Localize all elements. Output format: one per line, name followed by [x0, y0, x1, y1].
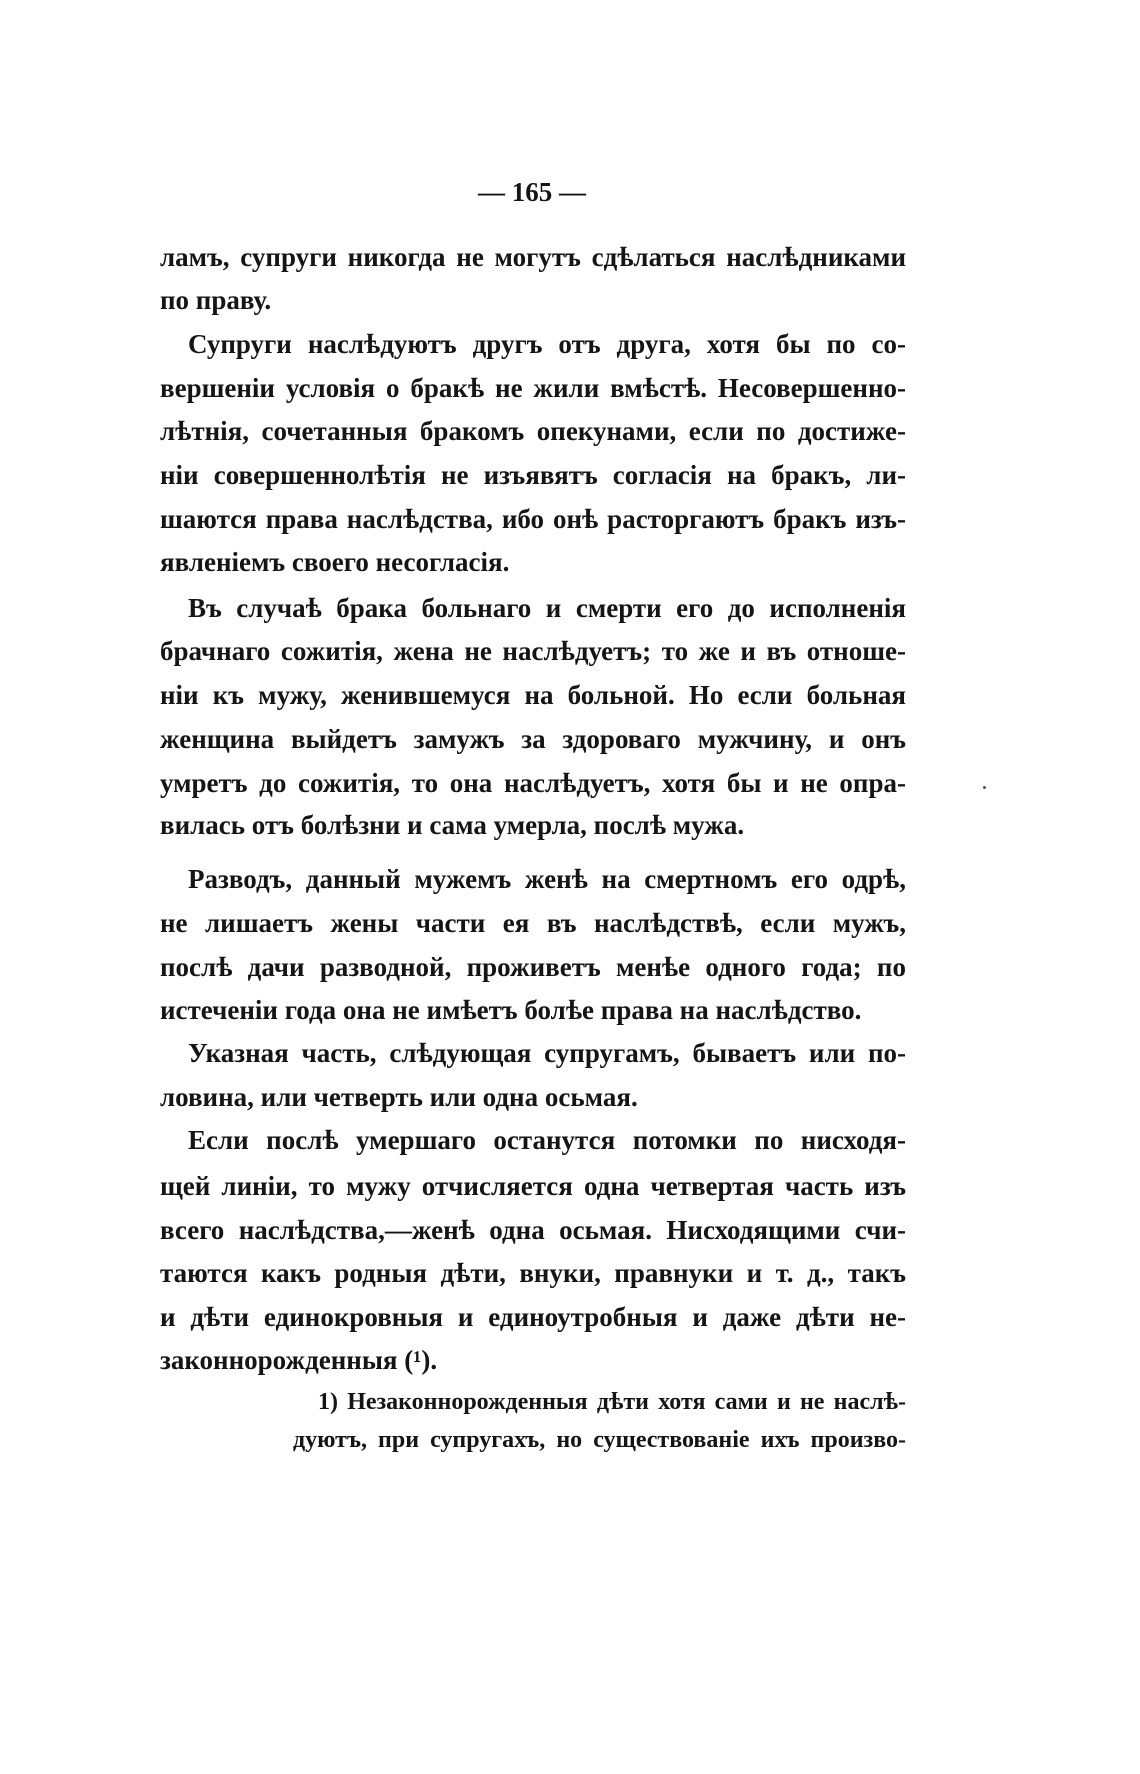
text-line: истеченіи года она не имѣетъ болѣе права на наслѣдство.: [160, 995, 862, 1025]
text-line: женщина выйдетъ замужъ за здороваго мужчину, и онъ: [160, 724, 906, 754]
text-line: и дѣти единокровныя и единоутробныя и даже дѣти не-: [160, 1302, 906, 1332]
text-line: Въ случаѣ брака больнаго и смерти его до исполненія: [188, 593, 906, 623]
text-line: щей линіи, то мужу отчисляется одна четвертая часть изъ: [160, 1171, 906, 1201]
text-line: ніи къ мужу, женившемуся на больной. Но если больная: [160, 680, 906, 710]
text-line: шаются права наслѣдства, ибо онѣ расторгаютъ бракъ изъ-: [160, 504, 906, 534]
text-line: ламъ, супруги никогда не могутъ сдѣлаться наслѣдниками: [160, 242, 906, 272]
text-line: ніи совершеннолѣтія не изъявятъ согласія на бракъ, ли-: [160, 460, 906, 490]
print-speck: [983, 786, 986, 789]
footnote-line: дуютъ, при супругахъ, но существованіе ихъ произво-: [293, 1427, 906, 1453]
page-number: — 165 —: [478, 177, 586, 207]
text-line: вершеніи условія о бракѣ не жили вмѣстѣ. Несовершенно-: [160, 373, 906, 403]
text-line: по праву.: [160, 285, 272, 315]
text-line: брачнаго сожитія, жена не наслѣдуетъ; то же и въ отноше-: [160, 636, 906, 666]
text-line: Разводъ, данный мужемъ женѣ на смертномъ его одрѣ,: [188, 864, 906, 894]
text-line: лѣтнія, сочетанныя бракомъ опекунами, если по достиже-: [160, 416, 906, 446]
text-line: законнорожденныя (¹).: [160, 1345, 438, 1375]
text-line: Указная часть, слѣдующая супругамъ, бываетъ или по-: [188, 1038, 906, 1068]
text-line: явленіемъ своего несогласія.: [160, 547, 510, 577]
text-line: послѣ дачи разводной, проживетъ менѣе одного года; по: [160, 952, 906, 982]
text-line: Если послѣ умершаго останутся потомки по нисходя-: [188, 1125, 906, 1155]
text-line: всего наслѣдства,—женѣ одна осьмая. Нисходящими счи-: [160, 1215, 906, 1245]
text-line: умретъ до сожитія, то она наслѣдуетъ, хотя бы и не опра-: [160, 768, 906, 798]
text-line: не лишаетъ жены части ея въ наслѣдствѣ, если мужъ,: [160, 908, 906, 938]
text-line: Супруги наслѣдуютъ другъ отъ друга, хотя бы по со-: [188, 329, 906, 359]
text-line: ловина, или четверть или одна осьмая.: [160, 1082, 638, 1112]
footnote-line: 1) Незаконнорожденныя дѣти хотя сами и не наслѣ-: [318, 1389, 906, 1415]
text-line: таются какъ родныя дѣти, внуки, правнуки и т. д., такъ: [160, 1258, 906, 1288]
text-line: вилась отъ болѣзни и сама умерла, послѣ мужа.: [160, 810, 745, 840]
